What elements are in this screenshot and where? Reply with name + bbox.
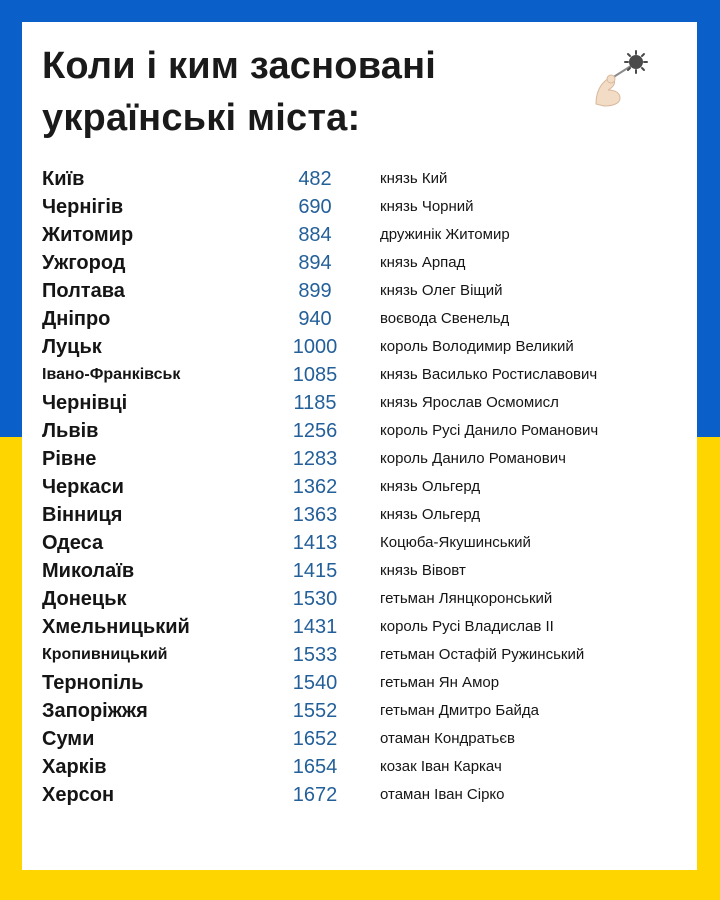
founder-name: князь Олег Віщий [380,282,503,299]
founder-name: князь Ольгерд [380,478,481,495]
table-row [42,473,672,501]
table-row [42,361,672,389]
founder-name: князь Кий [380,170,448,187]
city-name: Черкаси [42,476,124,498]
city-name: Київ [42,168,85,190]
table-row [42,221,672,249]
table-row [42,753,672,781]
city-name: Івано-Франківськ [42,366,181,383]
city-name: Суми [42,728,95,750]
table-row [42,781,672,809]
founding-year: 1085 [292,364,338,386]
city-name: Кропивницький [42,646,168,663]
flexed-biceps-mace-icon [590,48,650,108]
founding-year: 482 [298,168,332,190]
founder-name: гетьман Дмитро Байда [380,702,540,719]
founding-year: 1431 [292,616,338,638]
city-name: Херсон [42,784,115,806]
city-name: Харків [42,756,107,778]
city-name: Львів [42,420,99,442]
founder-name: Коцюба-Якушинський [380,534,531,551]
table-row [42,389,672,417]
table-row [42,725,672,753]
table-row [42,193,672,221]
founding-year: 940 [298,308,332,330]
founder-name: король Русі Владислав ІІ [380,618,554,635]
city-name: Миколаїв [42,560,135,582]
city-name: Тернопіль [42,672,144,694]
city-name: Донецьк [42,588,127,610]
table-row [42,641,672,669]
city-name: Одеса [42,532,104,554]
table-row [42,445,672,473]
table-row [42,417,672,445]
founder-name: князь Вівовт [380,562,466,579]
founder-name: князь Арпад [380,254,466,271]
founding-year: 1283 [292,448,338,470]
founding-year: 1256 [292,420,338,442]
founder-name: князь Чорний [380,198,474,215]
founding-year: 884 [298,224,332,246]
founder-name: князь Василько Ростиславович [380,366,598,383]
founding-year: 1362 [292,476,338,498]
founding-year: 1540 [292,672,338,694]
founder-name: воєвода Свенельд [380,310,510,327]
table-row [42,557,672,585]
founding-year: 1415 [292,560,338,582]
founder-name: король Володимир Великий [380,338,574,355]
city-name: Житомир [42,224,134,246]
founding-year: 1654 [292,756,338,778]
city-name: Хмельницький [42,616,190,638]
founding-year: 899 [298,280,332,302]
table-row [42,277,672,305]
table-row [42,249,672,277]
founding-year: 1363 [292,504,338,526]
founding-year: 894 [298,252,332,274]
city-name: Рівне [42,448,97,470]
founding-year: 1552 [292,700,338,722]
founding-year: 1413 [292,532,338,554]
founding-year: 1533 [292,644,338,666]
founder-name: гетьман Лянцкоронський [380,590,553,607]
table-row [42,305,672,333]
city-name: Чернігів [42,196,124,218]
city-name: Дніпро [42,308,111,330]
founding-year: 690 [298,196,332,218]
founder-name: гетьман Остафій Ружинський [380,646,585,663]
table-row [42,697,672,725]
founder-name: козак Іван Каркач [380,758,502,775]
city-name: Ужгород [42,252,126,274]
founder-name: дружинік Житомир [380,226,510,243]
table-row [42,165,672,193]
founding-year: 1530 [292,588,338,610]
table-row [42,613,672,641]
table-row [42,585,672,613]
founding-year: 1672 [292,784,338,806]
page-title: Коли і ким засновані українські міста: [42,45,437,139]
founder-name: князь Ярослав Осмомисл [380,394,559,411]
city-name: Вінниця [42,504,123,526]
city-name: Запоріжжя [42,700,148,722]
city-name: Чернівці [42,392,128,414]
founding-year: 1000 [292,336,338,358]
founder-name: гетьман Ян Амор [380,674,500,691]
founding-year: 1185 [293,392,337,414]
founder-name: отаман Іван Сірко [380,786,505,803]
city-name: Луцьк [42,336,102,358]
cities-table [42,165,672,809]
founding-year: 1652 [292,728,338,750]
table-row [42,333,672,361]
founder-name: князь Ольгерд [380,506,481,523]
table-row [42,529,672,557]
table-row [42,501,672,529]
founder-name: отаман Кондратьєв [380,730,515,747]
city-name: Полтава [42,280,125,302]
table-row [42,669,672,697]
founder-name: король Данило Романович [380,450,566,467]
founder-name: король Русі Данило Романович [380,422,599,439]
